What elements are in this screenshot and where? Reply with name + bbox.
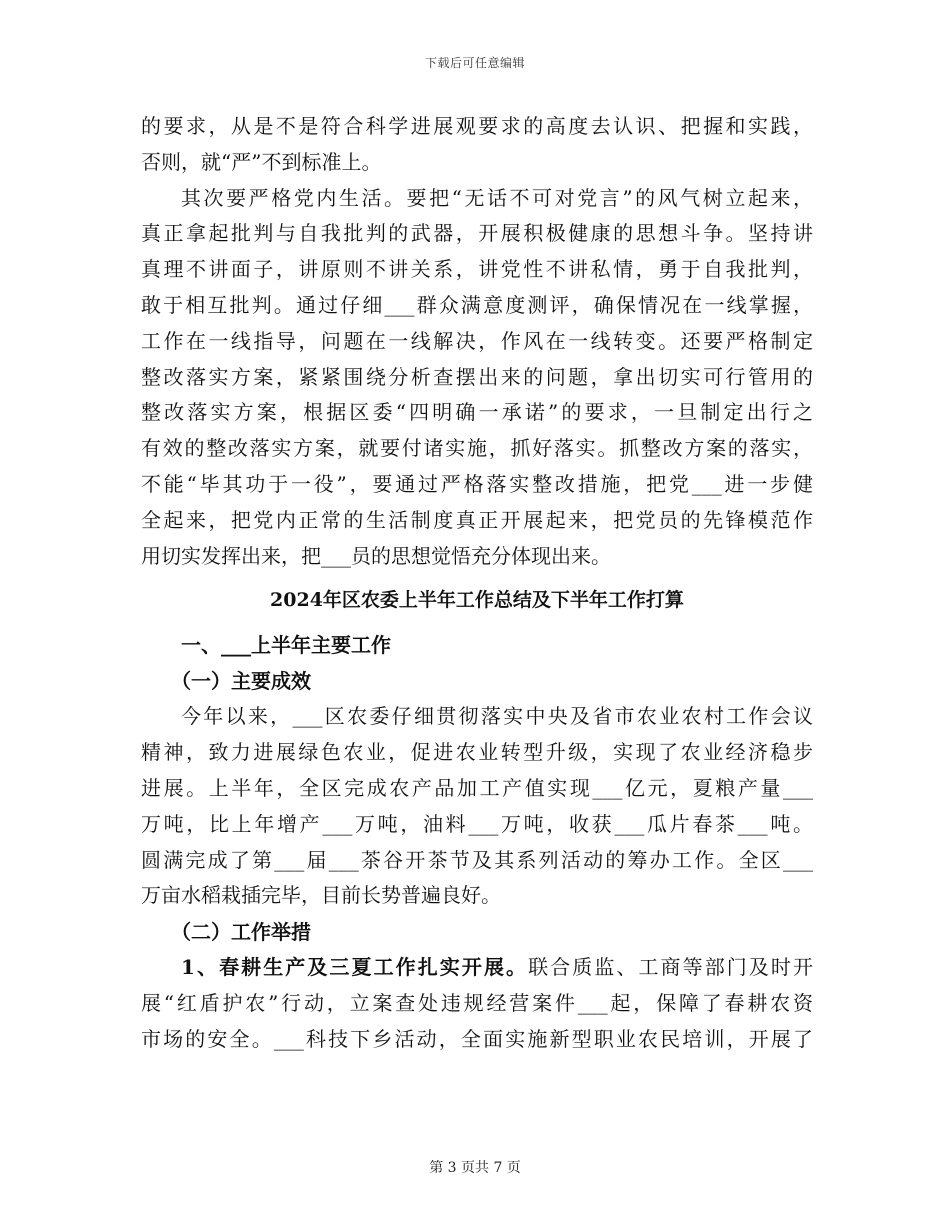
text-line: 有效的整改落实方案，就要付诸实施，抓好落实。抓整改方案的落实， bbox=[141, 436, 813, 461]
text-line: 用切实发挥出来，把___员的思想觉悟充分体现出来。 bbox=[141, 543, 611, 568]
text-line: 整改落实方案，根据区委“四明确一承诺”的要求，一旦制定出行之 bbox=[141, 400, 813, 425]
subsection-heading: （二）工作举措 bbox=[171, 920, 311, 945]
text-line: 全起来，把党内正常的生活制度真正开展起来，把党员的先锋模范作 bbox=[141, 507, 813, 532]
text-line: 否则，就“严”不到标准上。 bbox=[141, 149, 382, 174]
text-line: 市场的安全。___科技下乡活动，全面实施新型职业农民培训，开展了 bbox=[141, 1026, 813, 1051]
paragraph-party-life bbox=[141, 181, 813, 575]
text-line: 万亩水稻栽插完毕，目前长势普遍良好。 bbox=[141, 883, 501, 908]
text-line: 今年以来，___区农委仔细贯彻落实中央及省市农业农村工作会议 bbox=[181, 704, 813, 729]
section-heading: 一、___上半年主要工作 bbox=[181, 633, 391, 658]
text-line: 圆满完成了第___届___茶谷开茶节及其系列活动的筹办工作。全区___ bbox=[141, 847, 813, 872]
text-line: 其次要严格党内生活。要把“无话不可对党言”的风气树立起来， bbox=[181, 185, 813, 210]
text-line: 真理不讲面子，讲原则不讲关系，讲党性不讲私情，勇于自我批判， bbox=[141, 257, 813, 282]
text-line: 进展。上半年，全区完成农产品加工产值实现___亿元，夏粮产量___ bbox=[141, 775, 813, 800]
text-line: 真正拿起批判与自我批判的武器，开展积极健康的思想斗争。坚持讲 bbox=[141, 221, 813, 246]
text-line: 万吨，比上年增产___万吨，油料___万吨，收获___瓜片春茶___吨。 bbox=[141, 811, 813, 836]
document-body bbox=[141, 109, 813, 1058]
text-line: 不能“毕其功于一役”，要通过严格落实整改措施，把党___进一步健 bbox=[141, 471, 813, 496]
text-line: 展“红盾护农”行动，立案查处违规经营案件___起，保障了春耕农资 bbox=[141, 990, 813, 1015]
paragraph-measures bbox=[141, 950, 813, 1057]
page-footer: 第 3 页共 7 页 bbox=[429, 1160, 521, 1176]
text-line bbox=[141, 950, 813, 986]
paragraph-continued bbox=[141, 109, 813, 181]
text-line: 工作在一线指导，问题在一线解决，作风在一线转变。还要严格制定 bbox=[141, 328, 813, 353]
text-line: 整改落实方案，紧紧围绕分析查摆出来的问题，拿出切实可行管用的 bbox=[141, 364, 813, 389]
paragraph-achievements bbox=[141, 699, 813, 914]
document-title: 2024年区农委上半年工作总结及下半年工作打算 bbox=[270, 589, 684, 612]
page-header: 下载后可任意编辑 bbox=[424, 56, 525, 70]
text-line: 敢于相互批判。通过仔细___群众满意度测评，确保情况在一线掌握， bbox=[141, 292, 813, 317]
subsection-heading: （一）主要成效 bbox=[171, 669, 311, 694]
lead-continuation: 联合质监、工商等部门及时开 bbox=[528, 955, 813, 980]
text-line: 精神，致力进展绿色农业，促进农业转型升级，实现了农业经济稳步 bbox=[141, 740, 813, 765]
lead-phrase: 1、春耕生产及三夏工作扎实开展。 bbox=[181, 955, 529, 980]
text-line: 的要求，从是不是符合科学进展观要求的高度去认识、把握和实践， bbox=[141, 114, 813, 138]
